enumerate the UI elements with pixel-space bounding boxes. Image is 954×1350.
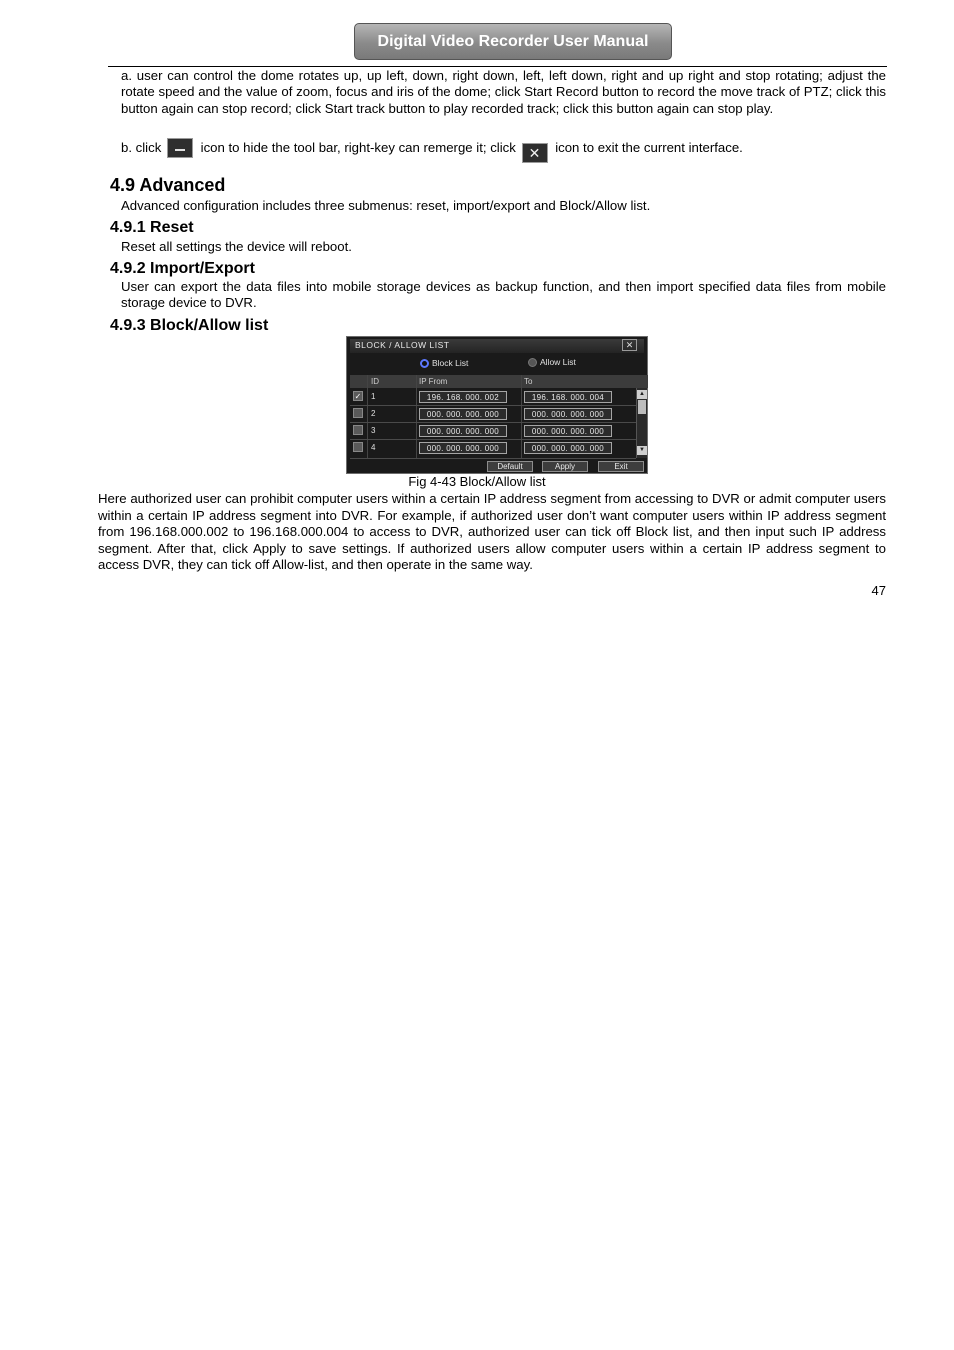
block-list-label: Block List: [432, 358, 469, 368]
row-divider: [350, 458, 636, 459]
toolbar-icons-paragraph: [121, 138, 886, 163]
subsection-heading-reset: 4.9.1 Reset: [110, 219, 194, 236]
row-checkbox[interactable]: [353, 442, 363, 452]
exit-icon: ✕: [522, 143, 548, 163]
default-button[interactable]: Default: [487, 461, 533, 472]
scroll-up-icon[interactable]: ▲: [637, 390, 647, 399]
block-allow-explanation: Here authorized user can prohibit computer users within a certain IP address segment from accessing to DVR or admit computer users within a certain IP address segment into DVR. For example, if authorized user don’t want computer users within IP address segment from 196.168.000.002 to 196.168.000.004 to access to DVR, authorized user can tick off Block list, and then input such IP address segment. After that, click Apply to save settings. If authorized users allow computer users within a certain IP address segment to access DVR, they can tick off Allow-list, and then operate in the same way.: [98, 491, 886, 572]
column-header-id: ID: [371, 377, 379, 386]
dialog-title: BLOCK / ALLOW LIST: [355, 340, 450, 350]
advanced-description: Advanced configuration includes three submenus: reset, import/export and Block/Allow list.: [121, 198, 651, 213]
row-divider: [350, 439, 636, 440]
scroll-thumb[interactable]: [638, 400, 646, 414]
row-id: 1: [371, 392, 376, 401]
block-list-radio[interactable]: [420, 359, 429, 368]
ip-to-field[interactable]: 000. 000. 000. 000: [524, 408, 612, 420]
allow-list-radio[interactable]: [528, 358, 537, 367]
section-heading-advanced: 4.9 Advanced: [110, 175, 226, 195]
import-export-description: User can export the data files into mobile storage devices as backup function, and then import specified data files from mobile storage device to DVR.: [121, 279, 886, 311]
row-divider: [350, 422, 636, 423]
row-checkbox[interactable]: [353, 425, 363, 435]
ip-from-field[interactable]: 196. 168. 000. 002: [419, 391, 507, 403]
page-number: 47: [871, 583, 886, 598]
list-scrollbar[interactable]: [636, 388, 647, 458]
ip-from-field[interactable]: 000. 000. 000. 000: [419, 408, 507, 420]
para-b-text-2: icon to hide the tool bar, right-key can remerge it; click: [200, 140, 516, 155]
ip-to-field[interactable]: 000. 000. 000. 000: [524, 425, 612, 437]
row-id: 2: [371, 409, 376, 418]
ip-to-field[interactable]: 000. 000. 000. 000: [524, 442, 612, 454]
subsection-heading-block-allow: 4.9.3 Block/Allow list: [110, 317, 269, 334]
dialog-close-icon[interactable]: ✕: [622, 339, 637, 351]
column-header-to: To: [524, 377, 533, 386]
ip-to-field[interactable]: 196. 168. 000. 004: [524, 391, 612, 403]
row-checkbox[interactable]: ✓: [354, 392, 362, 401]
ip-from-field[interactable]: 000. 000. 000. 000: [419, 425, 507, 437]
row-id: 3: [371, 426, 376, 435]
column-header-ip-from: IP From: [419, 377, 448, 386]
apply-button[interactable]: Apply: [542, 461, 588, 472]
column-divider: [521, 375, 522, 459]
row-id: 4: [371, 443, 376, 452]
row-checkbox[interactable]: [353, 408, 363, 418]
block-allow-list-dialog: [346, 336, 648, 474]
scroll-down-icon[interactable]: ▼: [637, 446, 647, 455]
reset-description: Reset all settings the device will reboot.: [121, 239, 352, 254]
figure-caption: Fig 4-43 Block/Allow list: [408, 474, 546, 489]
header-divider: [108, 66, 887, 67]
subsection-heading-import-export: 4.9.2 Import/Export: [110, 260, 255, 277]
para-b-text-1: b. click: [121, 140, 162, 155]
allow-list-label: Allow List: [540, 357, 576, 367]
column-divider: [416, 375, 417, 459]
row-divider: [350, 405, 636, 406]
exit-button[interactable]: Exit: [598, 461, 644, 472]
manual-title-badge: Digital Video Recorder User Manual: [354, 23, 672, 60]
table-header: [350, 375, 648, 388]
hide-toolbar-icon: [167, 138, 193, 158]
ip-from-field[interactable]: 000. 000. 000. 000: [419, 442, 507, 454]
para-b-text-3: icon to exit the current interface.: [555, 140, 743, 155]
ptz-description-paragraph: a. user can control the dome rotates up, up left, down, right down, left, left down, right and up right and stop rotating; adjust the rotate speed and the value of zoom, focus and iris of the dome; click Start Record button to record the move track of PTZ; click this button again can stop record; click Start track button to play recorded track; click this button again can stop play.: [121, 68, 886, 116]
column-divider: [367, 375, 368, 459]
